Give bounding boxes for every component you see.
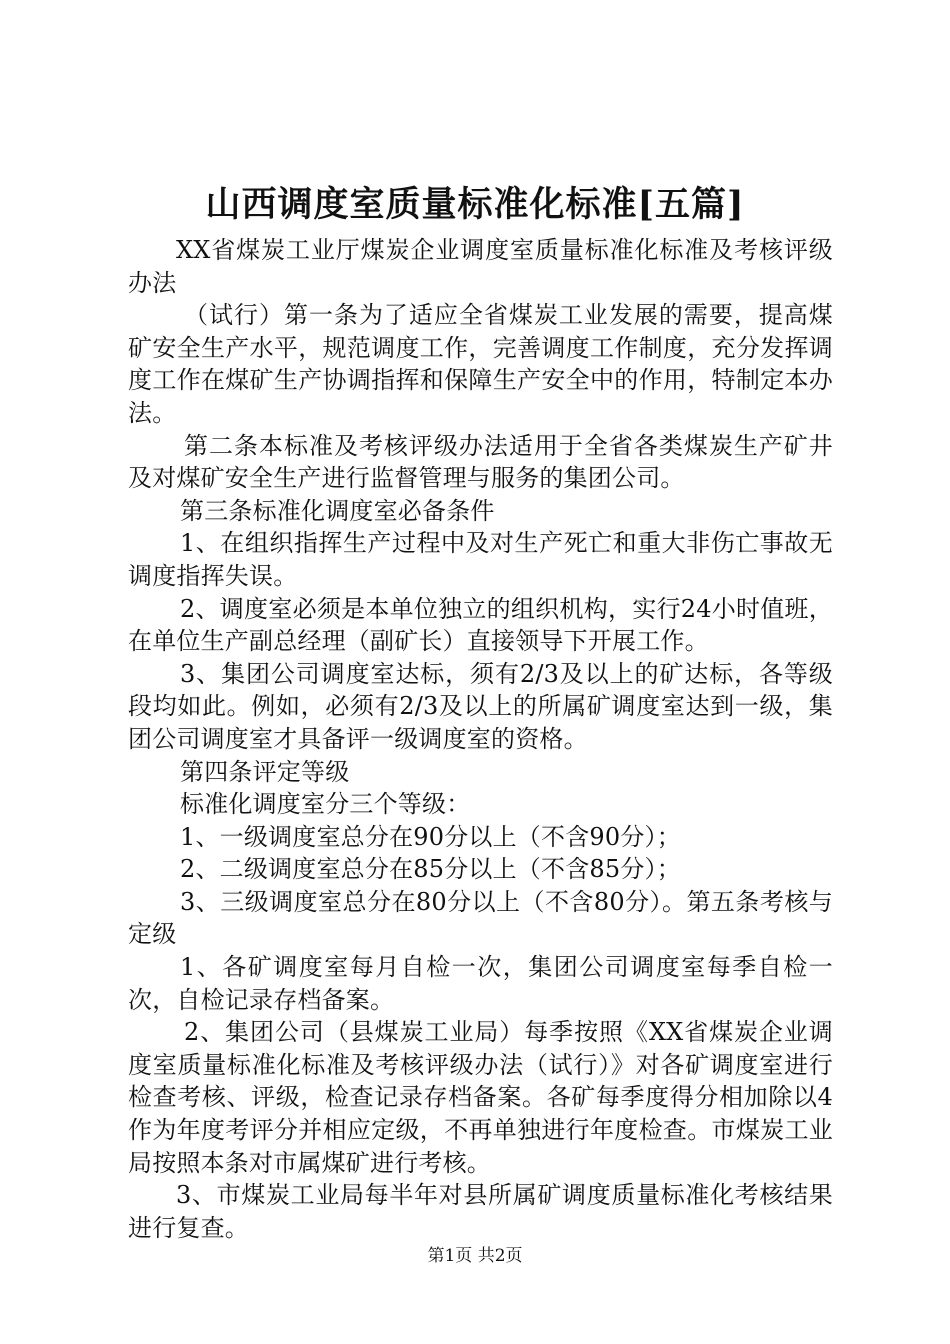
page-number-footer: 第1页 共2页 (427, 1246, 523, 1266)
paragraph-13: 1、各矿调度室每月自检一次，集团公司调度室每季自检一次，自检记录存档备案。 (128, 953, 833, 1014)
paragraph-5: 1、在组织指挥生产过程中及对生产死亡和重大非伤亡事故无调度指挥失误。 (128, 529, 833, 590)
paragraph-8: 第四条评定等级 (180, 757, 350, 786)
paragraph-15: 3、市煤炭工业局每半年对县所属矿调度质量标准化考核结果进行复查。 (128, 1181, 833, 1242)
document-body (128, 234, 833, 1244)
paragraph-6: 2、调度室必须是本单位独立的组织机构，实行24小时值班，在单位生产副总经理（副矿长）直接领导下开展工作。 (128, 594, 833, 656)
paragraph-3: 第二条本标准及考核评级办法适用于全省各类煤炭生产矿井及对煤矿安全生产进行监督管理与服务的集团公司。 (128, 431, 833, 493)
document-title: 山西调度室质量标准化标准[五篇] (205, 184, 745, 225)
paragraph-2: （试行）第一条为了适应全省煤炭工业发展的需要，提高煤矿安全生产水平，规范调度工作，完善调度工作制度，充分发挥调度工作在煤矿生产协调指挥和保障生产安全中的作用，特制定本办法。 (128, 301, 833, 427)
paragraph-9: 标准化调度室分三个等级： (180, 790, 471, 819)
paragraph-14: 2、集团公司（县煤炭工业局）每季按照《XX省煤炭企业调度室质量标准化标准及考核评级办法（试行）》对各矿调度室进行检查考核、评级，检查记录存档备案。各矿每季度得分相加除以4作为年度考评分并相应定级，不再单独进行年度检查。市煤炭工业局按照本条对市属煤矿进行考核。 (128, 1018, 833, 1177)
paragraph-7: 3、集团公司调度室达标，须有2/3及以上的矿达标，各等级段均如此。例如，必须有2/3及以上的所属矿调度室达到一级，集团公司调度室才具备评一级调度室的资格。 (128, 659, 833, 753)
paragraph-1: XX省煤炭工业厅煤炭企业调度室质量标准化标准及考核评级办法 (128, 236, 833, 297)
paragraph-10: 1、一级调度室总分在90分以上（不含90分）； (180, 822, 681, 851)
paragraph-11: 2、二级调度室总分在85分以上（不含85分）； (180, 855, 681, 884)
paragraph-4: 第三条标准化调度室必备条件 (180, 496, 495, 525)
paragraph-12: 3、三级调度室总分在80分以上（不含80分）。第五条考核与定级 (128, 887, 833, 949)
